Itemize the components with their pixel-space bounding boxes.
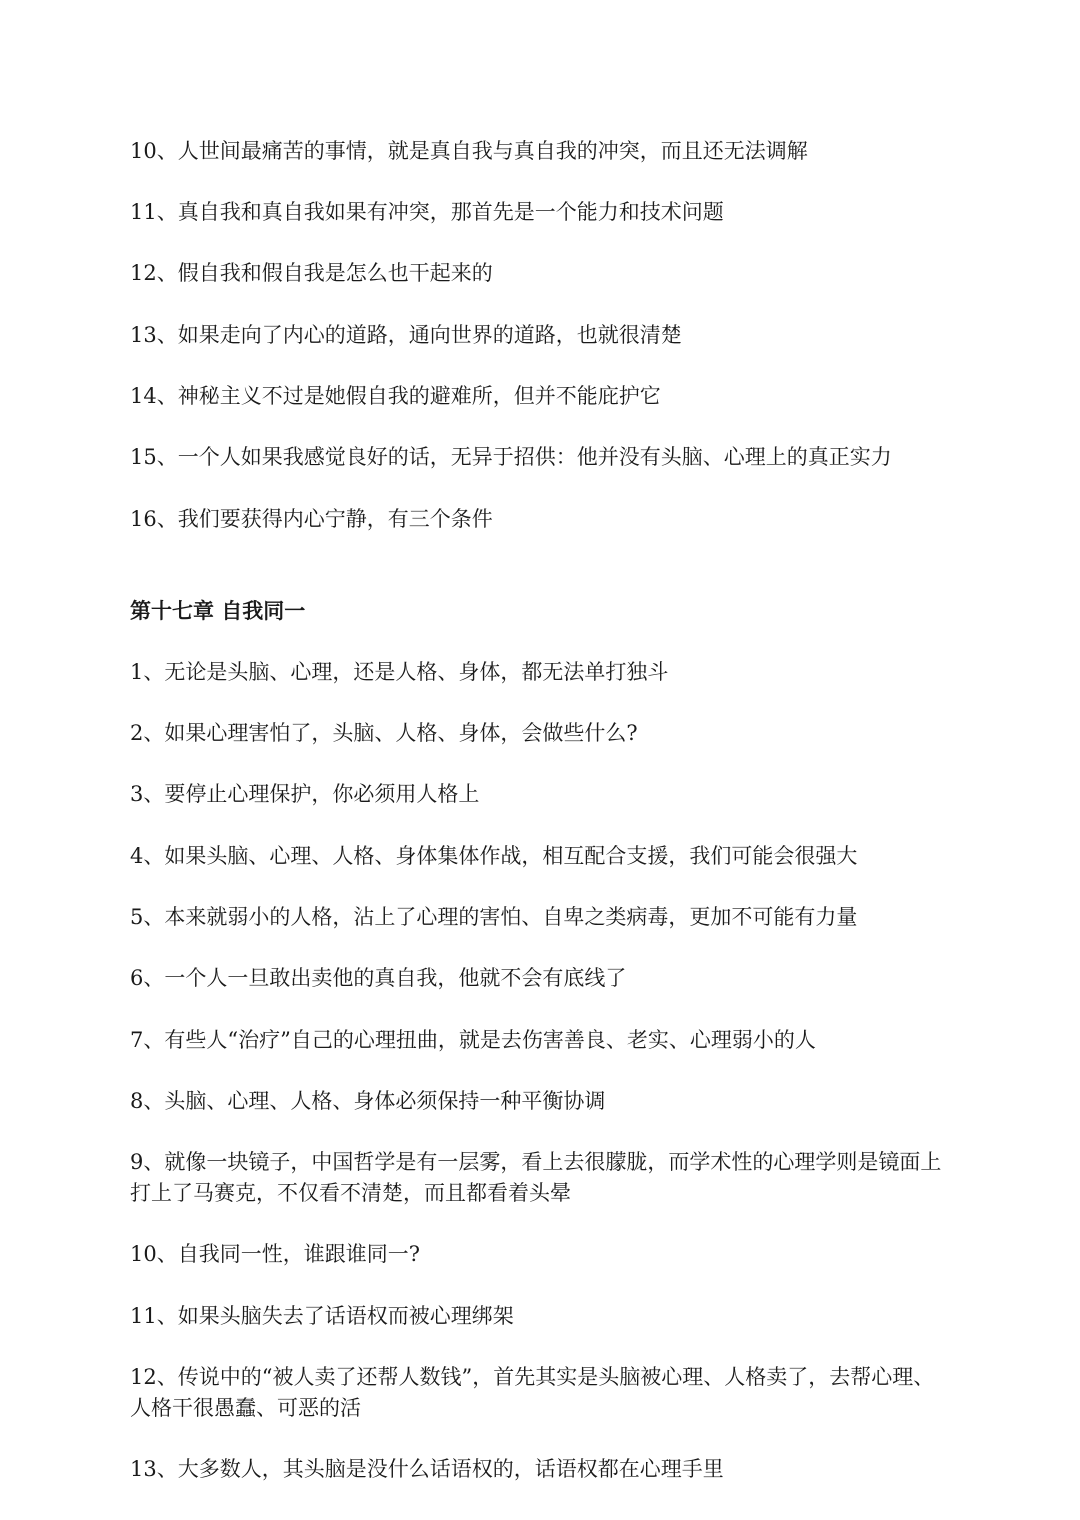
chapter-title: 第十七章 自我同一: [130, 598, 306, 623]
list-item: 10、人世间最痛苦的事情，就是真自我与真自我的冲突，而且还无法调解: [130, 139, 808, 163]
list-item: 14、神秘主义不过是她假自我的避难所，但并不能庇护它: [130, 384, 661, 408]
list-item: 13、大多数人，其头脑是没什么话语权的，话语权都在心理手里: [130, 1457, 724, 1481]
list-item: 1、无论是头脑、心理，还是人格、身体，都无法单打独斗: [130, 660, 669, 684]
list-item: 2、如果心理害怕了，头脑、人格、身体，会做些什么?: [130, 721, 638, 745]
list-item: 5、本来就弱小的人格，沾上了心理的害怕、自卑之类病毒，更加不可能有力量: [130, 905, 858, 929]
list-item: 16、我们要获得内心宁静，有三个条件: [130, 507, 493, 531]
list-item: 4、如果头脑、心理、人格、身体集体作战，相互配合支援，我们可能会很强大: [130, 844, 858, 868]
list-item: 9、就像一块镜子，中国哲学是有一层雾，看上去很朦胧，而学术性的心理学则是镜面上打上了马赛克，不仅看不清楚，而且都看着头晕: [130, 1150, 942, 1205]
list-item: 10、自我同一性，谁跟谁同一?: [130, 1242, 420, 1266]
list-item: 12、传说中的“被人卖了还帮人数钱”，首先其实是头脑被心理、人格卖了，去帮心理、人格干很愚蠢、可恶的活: [130, 1365, 935, 1420]
list-item: 11、如果头脑失去了话语权而被心理绑架: [130, 1304, 514, 1328]
list-item: 11、真自我和真自我如果有冲突，那首先是一个能力和技术问题: [130, 200, 724, 224]
list-item: 15、一个人如果我感觉良好的话，无异于招供：他并没有头脑、心理上的真正实力: [130, 445, 892, 469]
list-item: 12、假自我和假自我是怎么也干起来的: [130, 261, 493, 285]
list-item: 8、头脑、心理、人格、身体必须保持一种平衡协调: [130, 1089, 606, 1113]
list-item: 13、如果走向了内心的道路，通向世界的道路，也就很清楚: [130, 323, 682, 347]
list-item: 6、一个人一旦敢出卖他的真自我，他就不会有底线了: [130, 966, 627, 990]
list-item: 3、要停止心理保护，你必须用人格上: [130, 782, 480, 806]
list-item: 7、有些人“治疗”自己的心理扭曲，就是去伤害善良、老实、心理弱小的人: [130, 1028, 816, 1052]
